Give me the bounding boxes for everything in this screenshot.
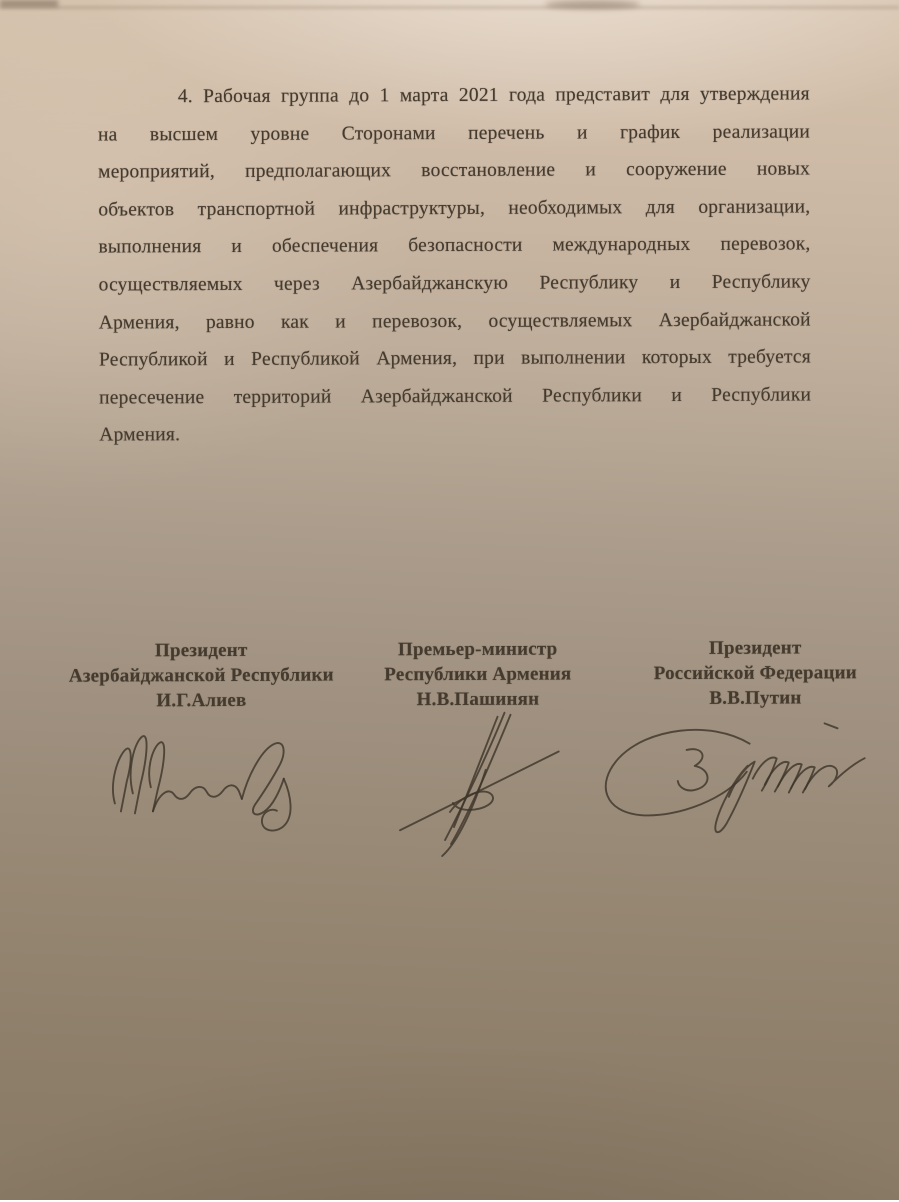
paragraph-line: пересечение территорий Азербайджанской Республики и Республики	[99, 384, 812, 409]
signatory-block-russia	[645, 635, 865, 711]
paragraph-line: осуществляемых через Азербайджанскую Республику и Республику	[98, 271, 811, 296]
signatory-title: Президент	[154, 639, 248, 662]
signatory-block-armenia	[375, 636, 580, 712]
paragraph-line: Армения, равно как и перевозок, осуществляемых Азербайджанской	[98, 308, 811, 334]
signatory-title: Российской Федерации	[653, 662, 857, 685]
paragraph-line: 4. Рабочая группа до 1 марта 2021 года представит для утверждения	[177, 83, 810, 108]
clause-4-paragraph	[98, 75, 812, 454]
paragraph-line: Армения.	[99, 424, 181, 446]
signatory-name: Н.В.Пашинян	[416, 688, 540, 711]
signatory-block-azerbaijan	[62, 637, 340, 713]
signatory-title: Республики Армения	[384, 663, 572, 686]
paragraph-line: мероприятий, предполагающих восстановление и сооружение новых	[98, 158, 811, 183]
signatory-name: И.Г.Алиев	[156, 689, 247, 712]
signatory-title: Азербайджанской Республики	[68, 664, 334, 687]
aliyev-signature-image	[99, 719, 335, 838]
signatory-title: Президент	[708, 637, 802, 659]
paragraph-line: выполнения и обеспечения безопасности международных перевозок,	[98, 233, 811, 258]
putin-signature-image	[589, 714, 880, 843]
pashinyan-signature-image	[392, 709, 568, 858]
signatory-title: Премьер-министр	[397, 638, 558, 661]
signatory-name: В.В.Путин	[709, 687, 802, 709]
paragraph-line: Республикой и Республикой Армения, при выполнении которых требуется	[98, 346, 811, 371]
paragraph-line: объектов транспортной инфраструктуры, необходимых для организации,	[98, 196, 811, 221]
paragraph-line: на высшем уровне Сторонами перечень и график реализации	[97, 121, 811, 146]
